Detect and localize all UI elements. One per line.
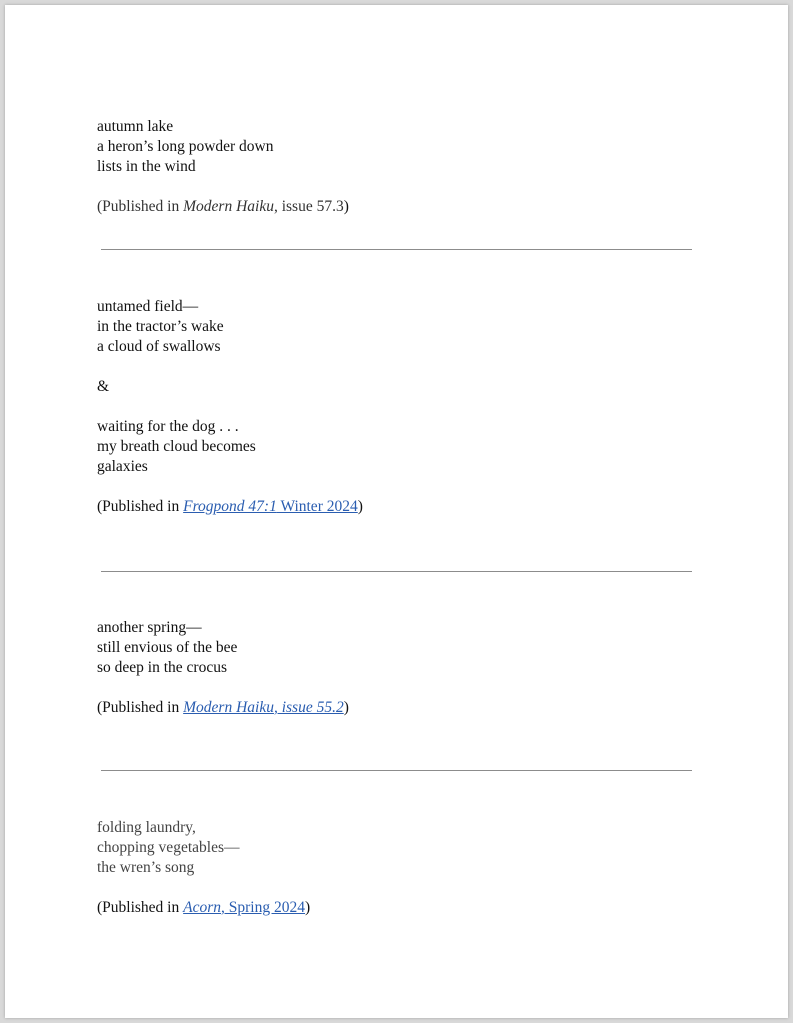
poem-1	[97, 117, 697, 217]
poem-line: galaxies	[97, 458, 148, 475]
publication-suffix: )	[357, 498, 363, 515]
publication-prefix: (Published in	[97, 699, 184, 716]
poem-line: autumn lake	[97, 118, 174, 135]
publication-link-frogpond[interactable]	[183, 498, 358, 515]
publication-note	[97, 898, 697, 918]
poem-separator: &	[97, 378, 110, 395]
poem-line: lists in the wind	[97, 158, 196, 175]
poem-line: waiting for the dog . . .	[97, 418, 239, 435]
poem-line: untamed field—	[97, 298, 199, 315]
publication-suffix: )	[343, 198, 349, 215]
publication-prefix: (Published in	[97, 899, 184, 916]
poem-line: another spring—	[97, 619, 202, 636]
divider-rule	[101, 249, 692, 250]
poem-3	[97, 618, 697, 718]
publication-link-acorn[interactable]	[183, 899, 305, 916]
poem-line: folding laundry,	[97, 819, 196, 836]
poem-2	[97, 297, 697, 517]
poem-line: chopping vegetables—	[97, 839, 240, 856]
publication-link-issue: , Spring 2024	[221, 899, 305, 916]
publication-link-title: Frogpond 47:1	[183, 498, 277, 515]
poem-line: the wren’s song	[97, 859, 195, 876]
publication-note	[97, 497, 697, 517]
publication-link-modern-haiku[interactable]	[183, 699, 344, 716]
publication-link-title: Acorn	[183, 899, 222, 916]
divider-rule	[101, 571, 692, 572]
poem-line: a cloud of swallows	[97, 338, 221, 355]
publication-link-title: Modern Haiku	[183, 699, 274, 716]
publication-note	[97, 698, 697, 718]
publication-note	[97, 197, 697, 217]
poem-line: my breath cloud becomes	[97, 438, 256, 455]
publication-link-issue: , issue 55.2	[273, 699, 344, 716]
poem-line: in the tractor’s wake	[97, 318, 224, 335]
publication-suffix: )	[304, 899, 311, 916]
divider-rule	[101, 770, 692, 771]
poem-line: a heron’s long powder down	[97, 138, 274, 155]
publication-prefix: (Published in	[97, 198, 184, 215]
publication-suffix: )	[343, 699, 349, 716]
poem-line: so deep in the crocus	[97, 659, 227, 676]
publication-prefix: (Published in	[97, 498, 184, 515]
poem-line: still envious of the bee	[97, 639, 238, 656]
document-page	[5, 5, 788, 1018]
publication-issue: , issue 57.3	[273, 198, 344, 215]
publication-title: Modern Haiku	[183, 198, 274, 215]
poem-4	[97, 818, 697, 918]
publication-link-issue: Winter 2024	[276, 498, 358, 515]
